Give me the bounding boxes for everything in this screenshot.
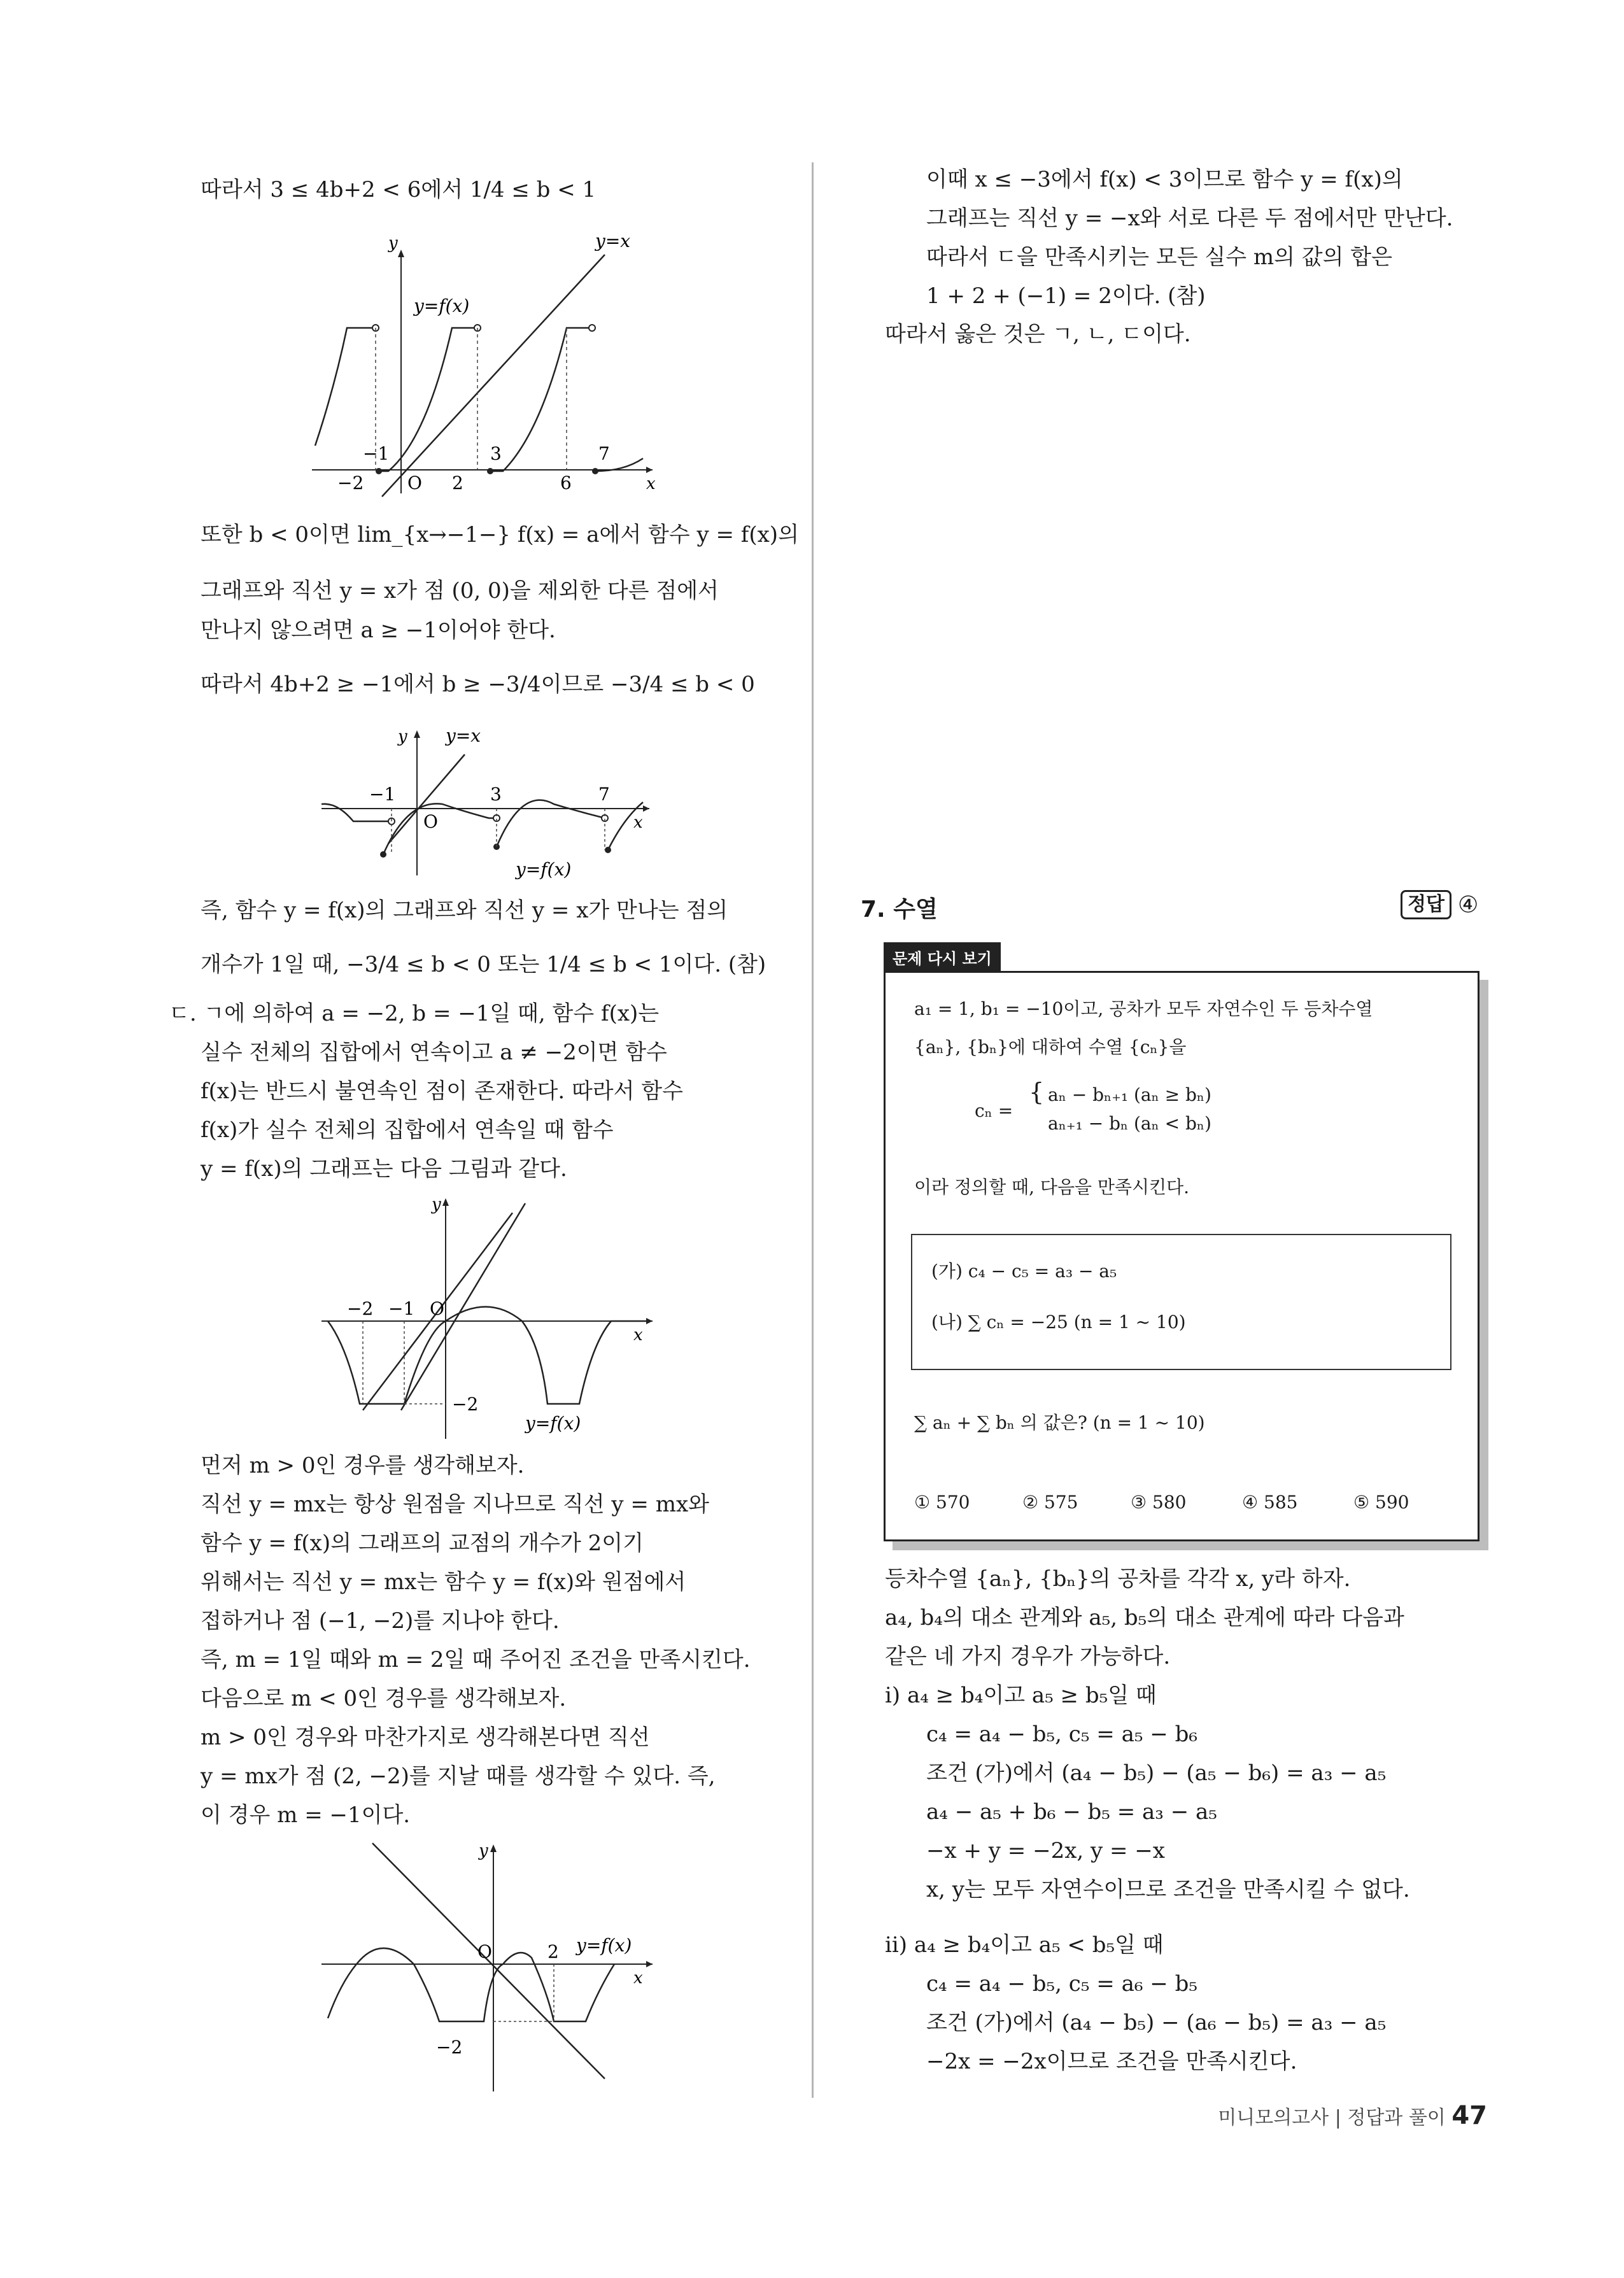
text-line: 그래프는 직선 y = −x와 서로 다른 두 점에서만 만난다. xyxy=(926,206,1453,231)
choice-4[interactable]: ④ 585 xyxy=(1242,1492,1298,1513)
answer-indicator xyxy=(1401,890,1478,919)
problem-box xyxy=(884,971,1479,1541)
x-label: x xyxy=(633,1326,643,1345)
closed-point xyxy=(376,468,382,474)
footer-label: 미니모의고사 | 정답과 풀이 xyxy=(1218,2107,1446,2129)
closed-point xyxy=(605,847,611,853)
text-line: 즉, m = 1일 때와 m = 2일 때 주어진 조건을 만족시킨다. xyxy=(201,1647,751,1673)
closed-point xyxy=(487,468,493,474)
text-line: 직선 y = mx는 항상 원점을 지나므로 직선 y = mx와 xyxy=(201,1492,709,1517)
text-line: 같은 네 가지 경우가 가능하다. xyxy=(885,1644,1171,1669)
text-line: 이 경우 m = −1이다. xyxy=(201,1802,411,1828)
x-label: x xyxy=(633,813,643,832)
text-line: a₄, b₄의 대소 관계와 a₅, b₅의 대소 관계에 따라 다음과 xyxy=(885,1605,1404,1631)
tick-label: 3 xyxy=(490,443,502,464)
line-label: y=x xyxy=(446,725,481,746)
choice-5[interactable]: ⑤ 590 xyxy=(1353,1492,1409,1513)
y-label: y xyxy=(398,727,407,746)
choice-3[interactable]: ③ 580 xyxy=(1131,1492,1187,1513)
page-footer xyxy=(1218,2101,1487,2130)
condition-box xyxy=(911,1234,1451,1370)
x-arrow xyxy=(643,805,649,812)
section-title: 7. 수열 xyxy=(861,896,938,923)
column-divider xyxy=(812,162,814,2098)
y-label: y xyxy=(388,234,398,253)
x-arrow xyxy=(646,1961,653,1967)
text-line: 1 + 2 + (−1) = 2이다. (참) xyxy=(926,283,1206,309)
curve-segment xyxy=(321,804,392,821)
tick-label: −1 xyxy=(369,784,396,805)
piecewise-case-2: aₙ₊₁ − bₙ (aₙ < bₙ) xyxy=(1048,1113,1211,1134)
line-m1 xyxy=(401,1203,525,1410)
piecewise-lhs: cₙ = xyxy=(975,1100,1013,1121)
closed-point xyxy=(592,468,598,474)
text-line: 만나지 않으려면 a ≥ −1이어야 한다. xyxy=(201,618,556,643)
problem-tab: 문제 다시 보기 xyxy=(884,942,1001,972)
text-line: c₄ = a₄ − b₅, c₅ = a₅ − b₆ xyxy=(926,1722,1197,1747)
text-line: 조건 (가)에서 (a₄ − b₅) − (a₅ − b₆) = a₃ − a₅ xyxy=(926,1760,1387,1786)
closed-point xyxy=(380,851,386,858)
origin-label: O xyxy=(477,1941,492,1962)
text-line: x, y는 모두 자연수이므로 조건을 만족시킬 수 없다. xyxy=(926,1877,1410,1902)
text-line: 따라서 4b+2 ≥ −1에서 b ≥ −3/4이므로 −3/4 ≤ b < 0 xyxy=(201,672,755,697)
text-line: 따라서 ㄷ을 만족시키는 모든 실수 m의 값의 합은 xyxy=(926,244,1392,270)
y-arrow xyxy=(442,1198,449,1206)
text-line: ⅱ) a₄ ≥ b₄이고 a₅ < b₅일 때 xyxy=(885,1932,1164,1958)
y-arrow xyxy=(490,1844,497,1852)
text-line: a₄ − a₅ + b₆ − b₅ = a₃ − a₅ xyxy=(926,1799,1217,1825)
line-label: y=x xyxy=(595,230,631,251)
text-line: 따라서 옳은 것은 ㄱ, ㄴ, ㄷ이다. xyxy=(885,322,1191,347)
question-text: ∑ aₙ + ∑ bₙ 의 값은? (n = 1 ~ 10) xyxy=(914,1412,1205,1433)
tick-label: 3 xyxy=(490,784,502,805)
tick-label: −2 xyxy=(436,2037,463,2058)
tick-label: 6 xyxy=(560,472,572,493)
text-line: 따라서 3 ≤ 4b+2 < 6에서 1/4 ≤ b < 1 xyxy=(201,177,597,202)
text-line: 즉, 함수 y = f(x)의 그래프와 직선 y = x가 만나는 점의 xyxy=(201,898,728,923)
text-line: f(x)가 실수 전체의 집합에서 연속일 때 함수 xyxy=(201,1117,614,1143)
text-line: m > 0인 경우와 마찬가지로 생각해본다면 직선 xyxy=(201,1725,650,1750)
tick-label: −1 xyxy=(363,443,390,464)
origin-label: O xyxy=(423,811,438,832)
answer-badge: 정답 xyxy=(1401,890,1451,919)
choice-2[interactable]: ② 575 xyxy=(1022,1492,1078,1513)
graph-1 xyxy=(299,229,668,503)
text-line: f(x)는 반드시 불연속인 점이 존재한다. 따라서 함수 xyxy=(201,1079,683,1104)
text-line: 또한 b < 0이면 lim_{x→−1−} f(x) = a에서 함수 y = f(x)의 xyxy=(201,522,799,548)
condition-a: (가) c₄ − c₅ = a₃ − a₅ xyxy=(931,1261,1117,1282)
problem-line: 이라 정의할 때, 다음을 만족시킨다. xyxy=(914,1177,1190,1198)
text-line: y = f(x)의 그래프는 다음 그림과 같다. xyxy=(201,1156,567,1182)
curve-label: y=f(x) xyxy=(576,1935,632,1956)
origin-label: O xyxy=(430,1298,444,1319)
graph-4 xyxy=(312,1837,668,2098)
text-line: −2x = −2x이므로 조건을 만족시킨다. xyxy=(926,2049,1297,2074)
problem-line: a₁ = 1, b₁ = −10이고, 공차가 모두 자연수인 두 등차수열 xyxy=(914,998,1373,1019)
curve-label: y=f(x) xyxy=(525,1413,581,1434)
tick-label: −2 xyxy=(347,1298,374,1319)
text-line: 이때 x ≤ −3에서 f(x) < 3이므로 함수 y = f(x)의 xyxy=(926,167,1403,192)
curve-label: y=f(x) xyxy=(414,295,470,316)
tick-label: 7 xyxy=(598,443,610,464)
y-label: y xyxy=(479,1841,488,1860)
text-line: 함수 y = f(x)의 그래프의 교점의 개수가 2이기 xyxy=(201,1531,644,1556)
text-line: y = mx가 점 (2, −2)를 지날 때를 생각할 수 있다. 즉, xyxy=(201,1764,716,1789)
y-arrow xyxy=(398,250,404,257)
tick-label: 2 xyxy=(547,1941,559,1962)
text-line: 그래프와 직선 y = x가 점 (0, 0)을 제외한 다른 점에서 xyxy=(201,578,719,604)
piecewise-case-1: aₙ − bₙ₊₁ (aₙ ≥ bₙ) xyxy=(1048,1084,1211,1105)
tick-label: 2 xyxy=(452,472,463,493)
x-arrow xyxy=(646,467,653,473)
text-line: 접하거나 점 (−1, −2)를 지나야 한다. xyxy=(201,1608,560,1634)
condition-b: (나) ∑ cₙ = −25 (n = 1 ~ 10) xyxy=(931,1312,1186,1333)
text-line: c₄ = a₄ − b₅, c₅ = a₆ − b₅ xyxy=(926,1971,1197,1997)
curve xyxy=(328,1948,614,2021)
x-label: x xyxy=(633,1969,643,1988)
answer-value: ④ xyxy=(1457,891,1479,918)
tick-label: 7 xyxy=(598,784,610,805)
tick-label: −1 xyxy=(388,1298,415,1319)
curve-segment xyxy=(379,328,477,471)
curve-label: y=f(x) xyxy=(516,859,572,880)
text-line: 먼저 m > 0인 경우를 생각해보자. xyxy=(201,1453,525,1478)
text-line: ⅰ) a₄ ≥ b₄이고 a₅ ≥ b₅일 때 xyxy=(885,1683,1157,1708)
page-number: 47 xyxy=(1451,2101,1487,2130)
text-line: ㄷ. ㄱ에 의하여 a = −2, b = −1일 때, 함수 f(x)는 xyxy=(169,1001,660,1026)
text-line: 조건 (가)에서 (a₄ − b₅) − (a₆ − b₅) = a₃ − a₅ xyxy=(926,2010,1387,2035)
curve-segment xyxy=(497,800,605,847)
text-line: −x + y = −2x, y = −x xyxy=(926,1838,1165,1864)
curve-segment xyxy=(315,328,376,446)
tick-label: −2 xyxy=(452,1394,479,1415)
brace: { xyxy=(1029,1078,1045,1106)
origin-label: O xyxy=(407,472,422,493)
choice-1[interactable]: ① 570 xyxy=(914,1492,970,1513)
x-label: x xyxy=(646,474,656,493)
text-line: 다음으로 m < 0인 경우를 생각해보자. xyxy=(201,1686,567,1711)
graph-2 xyxy=(312,723,656,882)
text-line: 개수가 1일 때, −3/4 ≤ b < 0 또는 1/4 ≤ b < 1이다. (참) xyxy=(201,952,766,977)
problem-line: {aₙ}, {bₙ}에 대하여 수열 {cₙ}을 xyxy=(914,1036,1187,1058)
text-line: 위해서는 직선 y = mx는 함수 y = f(x)와 원점에서 xyxy=(201,1569,686,1595)
tick-label: −2 xyxy=(337,472,364,493)
y-arrow xyxy=(414,730,420,738)
text-line: 실수 전체의 집합에서 연속이고 a ≠ −2이면 함수 xyxy=(201,1040,667,1065)
curve-segment xyxy=(490,328,592,471)
text-line: 등차수열 {aₙ}, {bₙ}의 공차를 각각 x, y라 하자. xyxy=(885,1566,1351,1592)
open-point xyxy=(589,325,595,331)
y-label: y xyxy=(432,1195,441,1214)
graph-3 xyxy=(312,1191,668,1445)
